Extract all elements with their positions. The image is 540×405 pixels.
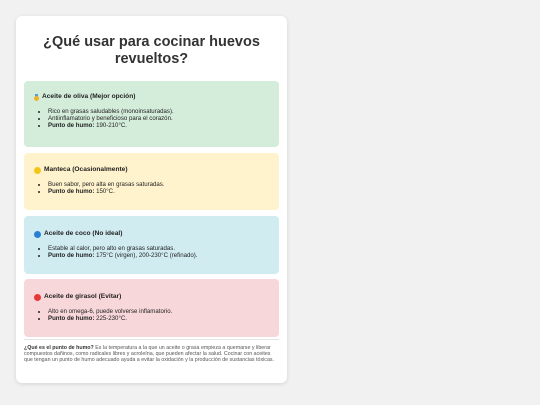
list-item: • Punto de humo: 175°C (virgen), 200-230°C (refinado). bbox=[48, 252, 269, 259]
option-manteca bbox=[24, 153, 279, 210]
option-details bbox=[34, 108, 269, 130]
option-details bbox=[34, 245, 269, 259]
option-aceite-de-coco bbox=[24, 216, 279, 274]
page-title: ¿Qué usar para cocinar huevos revueltos? bbox=[43, 34, 260, 67]
list-item: • Rico en grasas saludables (monoinsaturadas). bbox=[48, 108, 269, 115]
note-label: ¿Qué es el punto de humo? bbox=[24, 345, 94, 351]
blue-circle-icon bbox=[34, 231, 41, 238]
red-circle-icon bbox=[34, 294, 41, 301]
yellow-circle-icon bbox=[34, 167, 41, 174]
list-item: • Punto de humo: 150°C. bbox=[48, 188, 269, 195]
list-item: • Punto de humo: 225-230°C. bbox=[48, 315, 269, 322]
list-item: • Estable al calor, pero alto en grasas saturadas. bbox=[48, 245, 269, 252]
list-item: • Alto en omega-6, puede volverse inflamatorio. bbox=[48, 308, 269, 315]
option-aceite-de-oliva bbox=[24, 81, 279, 147]
option-title: Aceite de oliva (Mejor opción) bbox=[42, 93, 136, 100]
info-card bbox=[16, 16, 287, 383]
smoke-point-note bbox=[24, 339, 279, 364]
list-item: • Antiinflamatorio y beneficioso para el corazón. bbox=[48, 115, 269, 122]
note-text: Es la temperatura a la que un aceite o grasa empieza a quemarse y liberar compuestos dañinos, como radicales libres y acroleína, que pueden afectar la salud. Cocinar con aceites que tengan un punto de humo adecuado ayuda a evitar la oxidación y la producción de sustancias tóxicas. bbox=[24, 345, 275, 364]
medal-icon bbox=[34, 94, 39, 101]
option-aceite-de-girasol bbox=[24, 279, 279, 337]
option-title: Aceite de girasol (Evitar) bbox=[44, 293, 122, 300]
list-item: • Punto de humo: 190-210°C. bbox=[48, 122, 269, 129]
option-title: Aceite de coco (No ideal) bbox=[44, 230, 123, 237]
option-details bbox=[34, 181, 269, 195]
option-details bbox=[34, 308, 269, 322]
list-item: • Buen sabor, pero alta en grasas saturadas. bbox=[48, 181, 269, 188]
option-title: Manteca (Ocasionalmente) bbox=[44, 166, 128, 173]
